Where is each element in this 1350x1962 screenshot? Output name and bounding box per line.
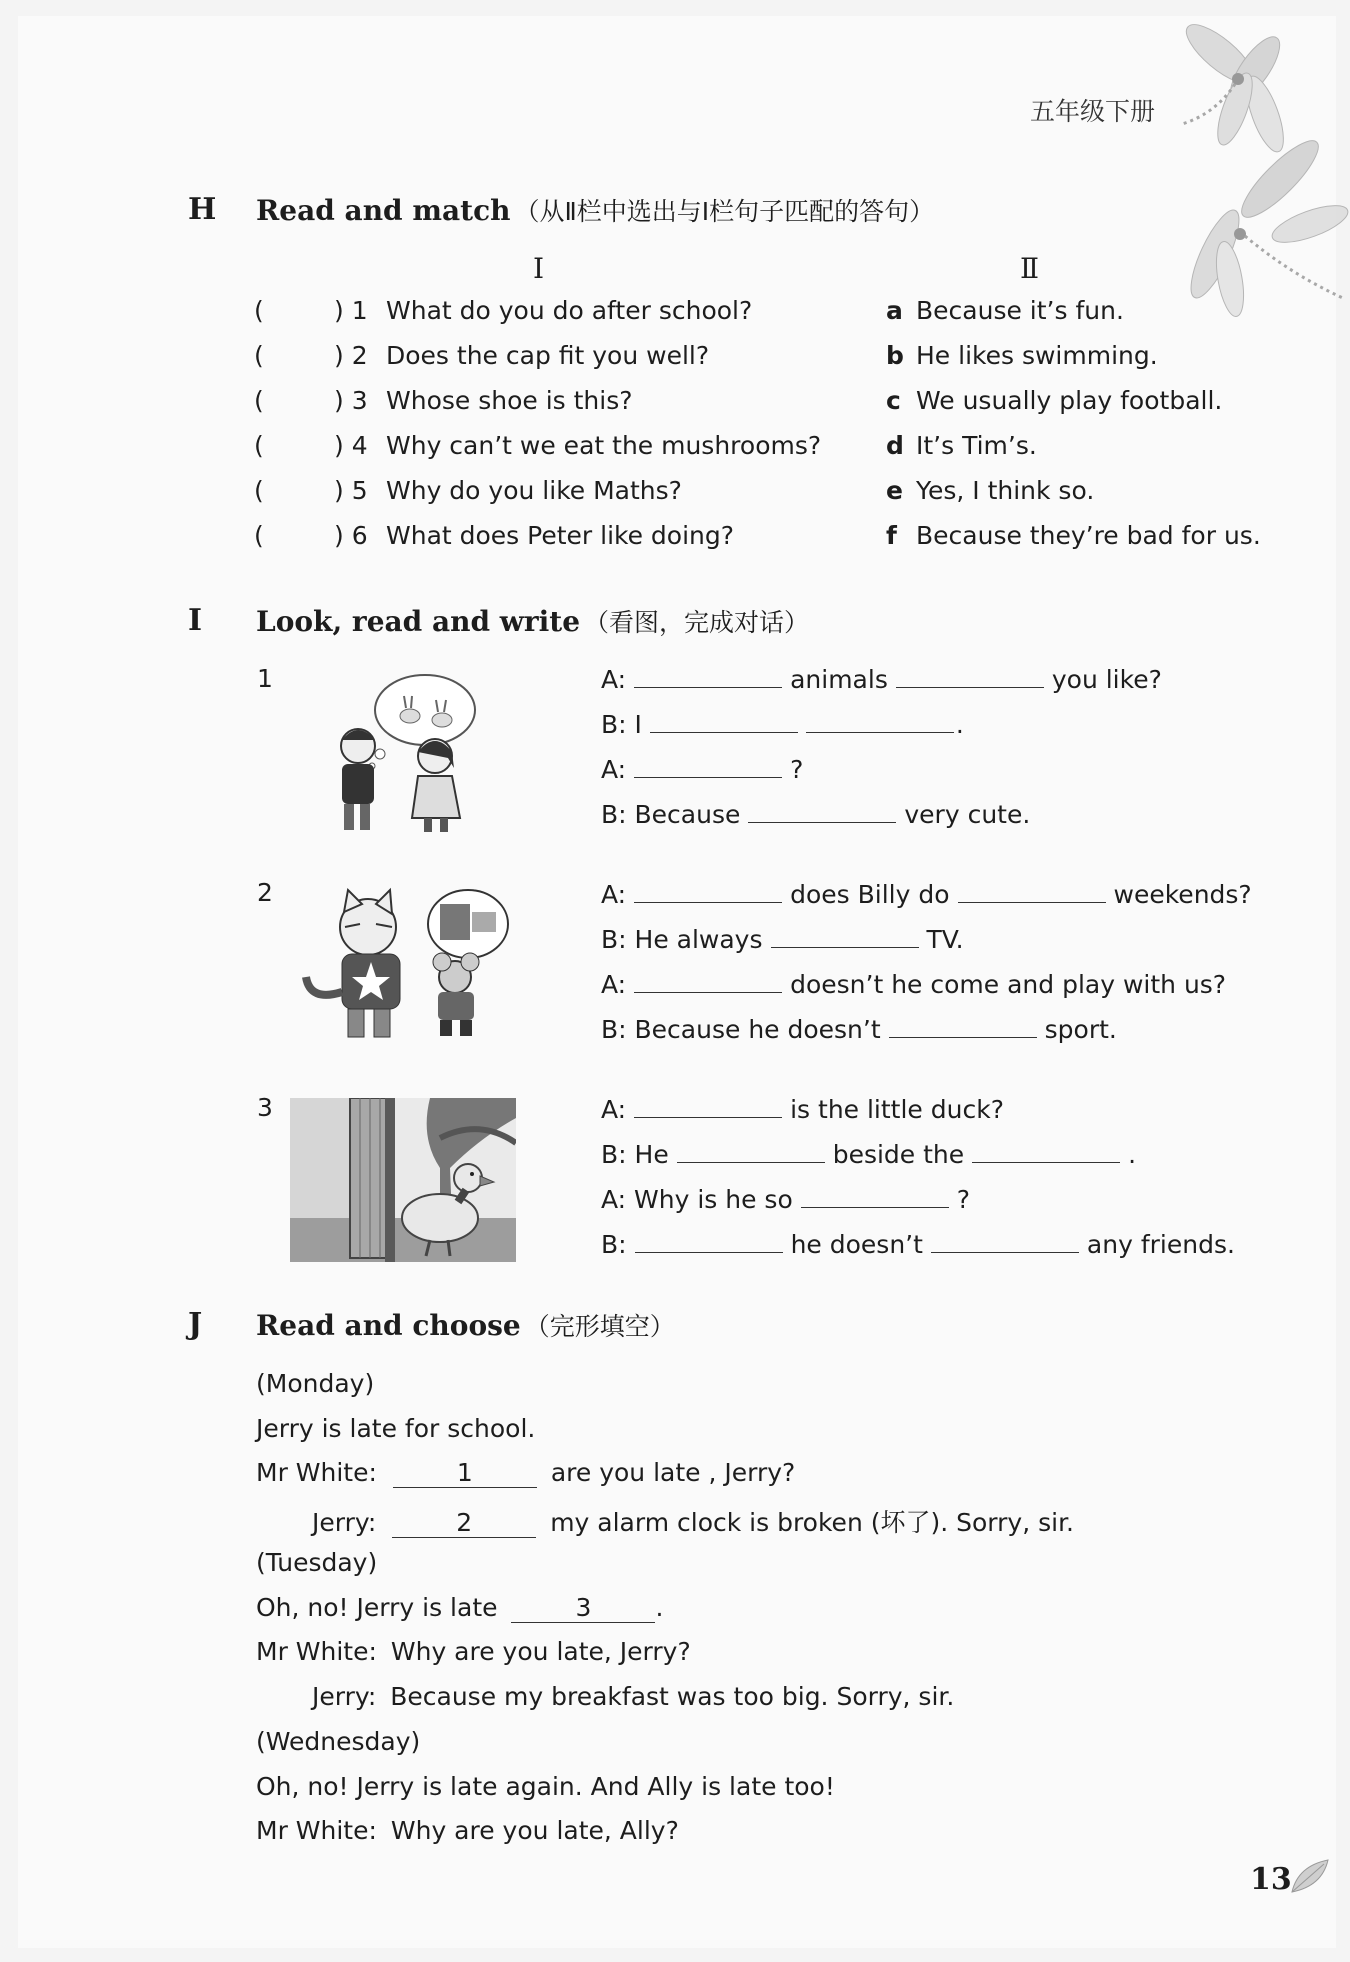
section-h-title <box>256 192 934 228</box>
dialogue-text-end: . <box>1128 1140 1137 1169</box>
answer-option <box>886 386 1222 415</box>
dialogue-speaker-text: B: He <box>601 1140 669 1169</box>
section-h-letter: H <box>188 192 217 227</box>
section-j-title-zh: （完形填空） <box>524 1312 675 1341</box>
fill-blank[interactable] <box>958 898 1106 903</box>
dialogue-line <box>601 710 964 739</box>
dialogue-text: animals <box>790 665 888 694</box>
story-text: Why are you late, Jerry? <box>390 1637 691 1666</box>
speaker-mr-white: Mr White: <box>256 1816 377 1845</box>
answer-option <box>886 476 1094 505</box>
question-text: Why do you like Maths? <box>386 476 682 505</box>
fill-blank[interactable] <box>771 943 919 948</box>
answer-paren-open: ( <box>254 386 264 415</box>
dialogue-text-end: weekends? <box>1113 880 1252 909</box>
question-number: ) 6 <box>334 521 368 550</box>
speaker-mr-white: Mr White: <box>256 1637 377 1666</box>
dialogue-speaker-text: A: <box>601 665 627 694</box>
fill-blank[interactable] <box>634 988 782 993</box>
dialogue-text: TV. <box>926 925 964 954</box>
dialogue-text: ? <box>790 755 804 784</box>
dialogue-text: very cute. <box>904 800 1031 829</box>
dragonfly-decoration <box>1160 14 1350 344</box>
answer-letter: a <box>886 296 903 325</box>
answer-letter: d <box>886 431 904 460</box>
story-text: Why are you late, Ally? <box>390 1816 679 1845</box>
section-j-title <box>256 1307 675 1343</box>
answer-text: It’s Tim’s. <box>916 431 1037 460</box>
dialogue-speaker-text: A: <box>601 880 627 909</box>
dialogue-text: ? <box>956 1185 971 1214</box>
question-text: Whose shoe is this? <box>386 386 633 415</box>
cloze-blank-1[interactable]: 1 <box>393 1459 537 1488</box>
dialogue-line <box>601 755 803 784</box>
dialogue-text: . <box>955 710 964 739</box>
question-number: ) 3 <box>334 386 368 415</box>
story-line-6 <box>312 1682 954 1711</box>
answer-slot[interactable] <box>268 431 332 461</box>
answer-option <box>886 296 1124 325</box>
speaker-mr-white: Mr White: <box>256 1458 377 1487</box>
dialogue-speaker-text: B: I <box>601 710 642 739</box>
dialogue-speaker-text: A: <box>601 1095 627 1124</box>
fill-blank[interactable] <box>889 1033 1037 1038</box>
fill-blank[interactable] <box>634 773 782 778</box>
dialogue-line <box>601 1185 970 1214</box>
answer-text: Because they’re bad for us. <box>916 521 1261 550</box>
dialogue-line <box>601 970 1226 999</box>
answer-option <box>886 341 1158 370</box>
dialogue-line <box>601 925 964 954</box>
story-line-5 <box>256 1637 691 1666</box>
dialogue-text: he doesn’t <box>790 1230 923 1259</box>
dialogue-text: is the little duck? <box>790 1095 1004 1124</box>
story-line-7: Oh, no! Jerry is late again. And Ally is late too! <box>256 1772 835 1801</box>
section-j-title-en: Read and choose <box>256 1309 521 1342</box>
story-text: Because my breakfast was too big. Sorry, sir. <box>390 1682 955 1711</box>
fill-blank[interactable] <box>748 818 896 823</box>
answer-option <box>886 431 1037 460</box>
fill-blank[interactable] <box>650 728 798 733</box>
speaker-jerry: Jerry: <box>312 1682 377 1711</box>
grade-header: 五年级下册 <box>1030 97 1156 126</box>
dialogue-line <box>601 1095 1004 1124</box>
section-h-title-en: Read and match <box>256 194 511 227</box>
answer-text: Because it’s fun. <box>916 296 1124 325</box>
dialogue-speaker-text: A: <box>601 755 627 784</box>
dialogue-speaker-text: B: He always <box>601 925 763 954</box>
section-i-letter: I <box>188 603 203 638</box>
dialogue-speaker-text: B: Because <box>601 800 741 829</box>
answer-slot[interactable] <box>268 296 332 326</box>
story-line-1: Jerry is late for school. <box>256 1414 536 1443</box>
dialogue-speaker-text: A: <box>601 970 627 999</box>
story-line-3 <box>312 1503 1074 1539</box>
answer-text: He likes swimming. <box>916 341 1158 370</box>
kids-rabbits-picture <box>320 668 490 838</box>
day-tuesday: (Tuesday) <box>256 1548 378 1577</box>
dialogue-text: does Billy do <box>790 880 950 909</box>
question-number: ) 5 <box>334 476 368 505</box>
fill-blank[interactable] <box>972 1158 1120 1163</box>
question-number: ) 2 <box>334 341 368 370</box>
answer-paren-open: ( <box>254 476 264 505</box>
question-text: Why can’t we eat the mushrooms? <box>386 431 822 460</box>
answer-slot[interactable] <box>268 521 332 551</box>
speaker-jerry: Jerry: <box>312 1508 377 1537</box>
fill-blank[interactable] <box>634 898 782 903</box>
answer-paren-open: ( <box>254 431 264 460</box>
fill-blank[interactable] <box>635 1248 783 1253</box>
cloze-blank-2[interactable]: 2 <box>392 1509 536 1538</box>
dialogue-line <box>601 1015 1117 1044</box>
dialogue-line <box>601 800 1030 829</box>
answer-letter: c <box>886 386 901 415</box>
dialogue-line <box>601 665 1162 694</box>
column-ii-label: Ⅱ <box>1020 252 1040 285</box>
story-line-2 <box>256 1458 795 1488</box>
story-line-8 <box>256 1816 679 1845</box>
cloze-blank-3[interactable]: 3 <box>511 1594 655 1623</box>
item-3-number: 3 <box>257 1093 273 1122</box>
dialogue-line <box>601 1140 1136 1169</box>
dialogue-speaker-text: A: Why is he so <box>601 1185 793 1214</box>
fill-blank[interactable] <box>806 728 954 733</box>
answer-text: We usually play football. <box>916 386 1223 415</box>
dialogue-speaker-text: B: <box>601 1230 627 1259</box>
fill-blank[interactable] <box>896 683 1044 688</box>
story-text: my alarm clock is broken (坏了). Sorry, sir. <box>550 1508 1075 1537</box>
story-line-4 <box>256 1593 663 1623</box>
duck-door-picture <box>290 1098 516 1262</box>
fill-blank[interactable] <box>634 683 782 688</box>
item-1-number: 1 <box>257 664 273 693</box>
fill-blank[interactable] <box>634 1113 782 1118</box>
dialogue-line <box>601 1230 1235 1259</box>
answer-paren-open: ( <box>254 296 264 325</box>
section-h-title-zh: （从Ⅱ栏中选出与Ⅰ栏句子匹配的答句） <box>514 197 935 226</box>
section-i-title <box>256 603 809 639</box>
question-text: Does the cap fit you well? <box>386 341 710 370</box>
section-i-title-zh: （看图，完成对话） <box>584 608 810 637</box>
answer-slot[interactable] <box>268 476 332 506</box>
page-number: 13 <box>1250 1862 1292 1897</box>
dialogue-line <box>601 880 1252 909</box>
answer-letter: f <box>886 521 897 550</box>
column-i-label: Ⅰ <box>533 252 545 285</box>
day-monday: (Monday) <box>256 1369 375 1398</box>
story-text: Oh, no! Jerry is late <box>256 1593 498 1622</box>
dialogue-speaker-text: B: Because he doesn’t <box>601 1015 881 1044</box>
fill-blank[interactable] <box>677 1158 825 1163</box>
section-j-letter: J <box>188 1307 203 1342</box>
fill-blank[interactable] <box>801 1203 949 1208</box>
answer-paren-open: ( <box>254 521 264 550</box>
dragonfly-top-icon <box>1178 16 1291 157</box>
day-wednesday: (Wednesday) <box>256 1727 421 1756</box>
answer-text: Yes, I think so. <box>916 476 1095 505</box>
story-period: . <box>655 1593 664 1622</box>
answer-paren-open: ( <box>254 341 264 370</box>
leaf-icon <box>1288 1856 1332 1896</box>
item-2-number: 2 <box>257 878 273 907</box>
section-i-title-en: Look, read and write <box>256 605 581 638</box>
answer-letter: e <box>886 476 903 505</box>
answer-letter: b <box>886 341 904 370</box>
question-number: ) 4 <box>334 431 368 460</box>
dialogue-text: doesn’t he come and play with us? <box>790 970 1227 999</box>
story-text: are you late , Jerry? <box>550 1458 796 1487</box>
dialogue-text: beside the <box>832 1140 965 1169</box>
fill-blank[interactable] <box>931 1248 1079 1253</box>
dragonfly-bottom-icon <box>1182 132 1350 319</box>
dialogue-text-end: any friends. <box>1086 1230 1235 1259</box>
answer-slot[interactable] <box>268 341 332 371</box>
question-text: What do you do after school? <box>386 296 753 325</box>
cat-mouse-picture <box>300 882 510 1042</box>
dialogue-text: sport. <box>1044 1015 1117 1044</box>
question-text: What does Peter like doing? <box>386 521 735 550</box>
dialogue-text-end: you like? <box>1051 665 1162 694</box>
answer-slot[interactable] <box>268 386 332 416</box>
answer-option <box>886 521 1261 550</box>
question-number: ) 1 <box>334 296 368 325</box>
